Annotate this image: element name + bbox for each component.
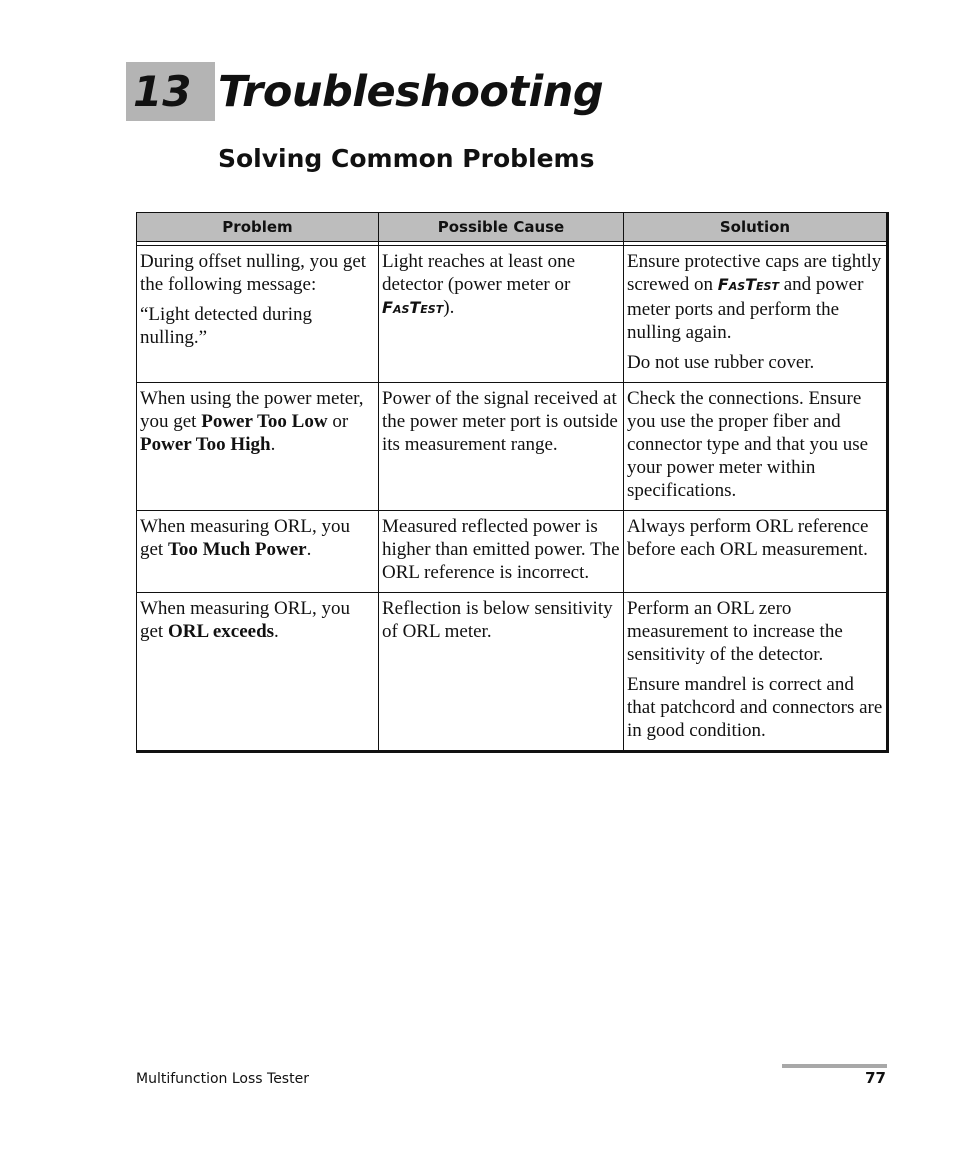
header-problem: Problem: [137, 213, 379, 242]
cause-text: Measured reflected power is higher than emitted power. The ORL reference is incorrect.: [382, 516, 620, 583]
solution-text: Ensure protective caps are tightly screwed on FASTEST and power meter ports and perform the nulling again.: [627, 251, 882, 343]
problem-text: During offset nulling, you get the following message:: [140, 251, 367, 295]
header-solution: Solution: [624, 213, 888, 242]
cause-cell: [379, 593, 624, 752]
chapter-title: Troubleshooting: [218, 67, 604, 117]
solution-note: Ensure mandrel is correct and that patchcord and connectors are in good condition.: [627, 674, 883, 741]
footer-product-name: Multifunction Loss Tester: [136, 1071, 309, 1087]
troubleshooting-table: [136, 212, 889, 753]
cause-text: Light reaches at least one detector (power meter or FASTEST).: [382, 251, 576, 318]
table-row: [137, 593, 888, 752]
problem-cell: [137, 511, 379, 593]
problem-message: “Light detected during nulling.”: [140, 304, 312, 348]
header-possible-cause: Possible Cause: [379, 213, 624, 242]
page-number: 77: [865, 1069, 886, 1087]
solution-cell: [624, 383, 888, 511]
cause-cell: [379, 511, 624, 593]
cause-cell: [379, 383, 624, 511]
solution-text: Always perform ORL reference before each ORL measurement.: [627, 516, 869, 560]
solution-text: Perform an ORL zero measurement to increase the sensitivity of the detector.: [627, 598, 843, 665]
table-header-row: [137, 213, 888, 242]
fastest-brand: FASTEST: [382, 298, 444, 317]
chapter-number: 13: [133, 67, 192, 116]
problem-cell: [137, 593, 379, 752]
table-row: [137, 383, 888, 511]
table-row: [137, 246, 888, 383]
table-row: [137, 511, 888, 593]
problem-cell: [137, 246, 379, 383]
problem-text: When using the power meter, you get Power Too Low or Power Too High.: [140, 388, 364, 455]
fastest-brand: FASTEST: [717, 275, 779, 294]
problem-text: When measuring ORL, you get Too Much Power.: [140, 516, 351, 560]
cause-text: Power of the signal received at the power meter port is outside its measurement range.: [382, 388, 618, 455]
cause-text: Reflection is below sensitivity of ORL meter.: [382, 598, 613, 642]
solution-text: Check the connections. Ensure you use the proper fiber and connector type and that you use your power meter within specifications.: [627, 388, 869, 501]
problem-text: When measuring ORL, you get ORL exceeds.: [140, 598, 351, 642]
section-title: Solving Common Problems: [218, 144, 595, 173]
solution-cell: [624, 511, 888, 593]
solution-cell: [624, 593, 888, 752]
problem-cell: [137, 383, 379, 511]
footer-rule: [782, 1064, 887, 1068]
cause-cell: [379, 246, 624, 383]
solution-cell: [624, 246, 888, 383]
solution-note: Do not use rubber cover.: [627, 352, 815, 373]
